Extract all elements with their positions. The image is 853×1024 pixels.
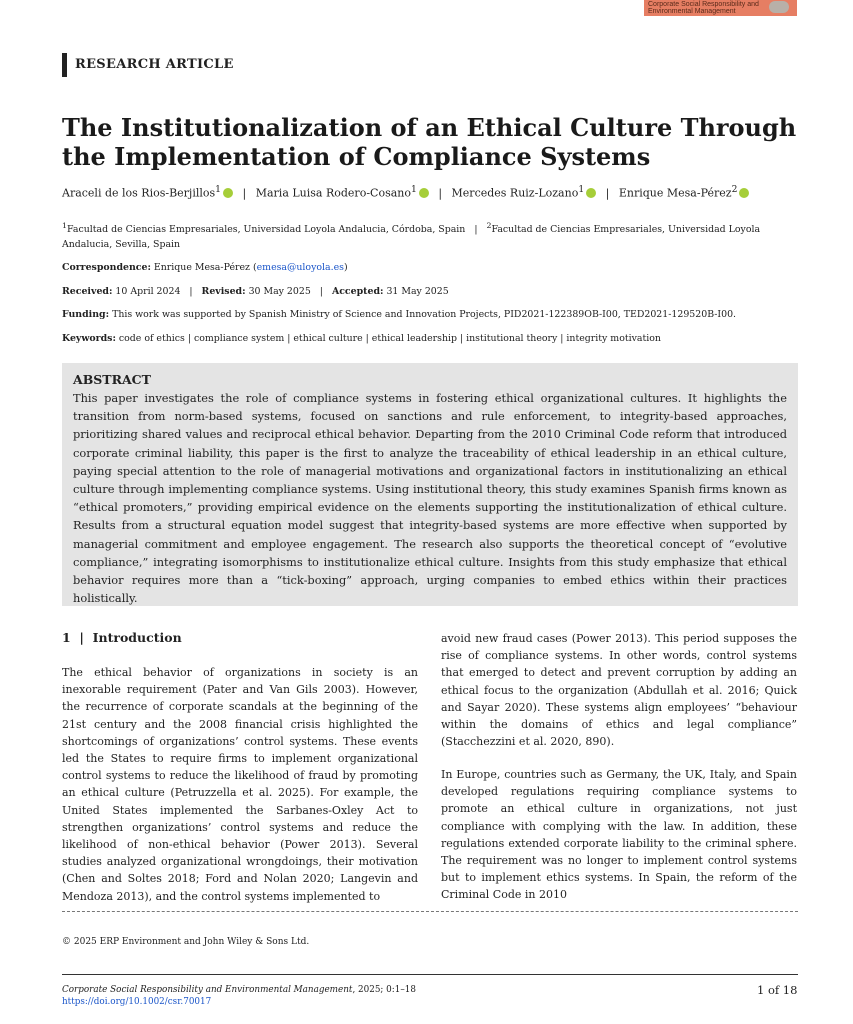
date-separator: | xyxy=(319,286,323,297)
orcid-icon[interactable] xyxy=(419,188,429,198)
orcid-icon[interactable] xyxy=(586,188,596,198)
received-label: Received: xyxy=(62,286,113,297)
journal-name: Corporate Social Responsibility and Environmental Management xyxy=(62,985,353,995)
intro-right-paragraph-2: In Europe, countries such as Germany, the UK, Italy, and Spain developed regulations requiring compliance systems to promote an ethical culture in organizations, not just compliance with complying with the law. In addition, these regulations extended corporate liability to the criminal sphere. The requirement was no longer to implement control systems but to implement ethics systems. In Spain, the reform of the Criminal Code in 2010 xyxy=(441,768,797,902)
author-name[interactable]: Araceli de los Rios-Berjillos xyxy=(62,186,216,200)
keywords xyxy=(62,333,661,344)
received-date: 10 April 2024 xyxy=(115,286,181,297)
copyright: © 2025 ERP Environment and John Wiley & Sons Ltd. xyxy=(62,937,310,947)
page-number: 1 of 18 xyxy=(757,983,798,997)
article-type-bar xyxy=(62,53,67,77)
affil-separator: | xyxy=(474,224,478,236)
abstract-heading: ABSTRACT xyxy=(73,372,151,387)
author-name[interactable]: Enrique Mesa-Pérez xyxy=(618,186,732,200)
journal-badge-line2: Environmental Management xyxy=(648,8,736,15)
author-affil-sup: 2 xyxy=(731,184,738,195)
author-affil-sup: 1 xyxy=(410,184,417,195)
affiliation-1: Facultad de Ciencias Empresariales, Universidad Loyola Andalucia, Córdoba, Spain xyxy=(66,224,466,236)
intro-left-paragraph: The ethical behavior of organizations in society is an inexorable requirement (Pater and Van Gils 2003). However, the recurrence of corporate scandals at the beginning of the 21st century and the 2008 financial crisis highlighted the shortcomings of organizations’ control systems. These events led the States to require firms to implement organizational control systems to reduce the likelihood of fraud by promoting an ethical culture (Petruzzella et al. 2025). For example, the United States implemented the Sarbanes-Oxley Act to strengthen organizations’ control systems and reduce the likelihood of non-ethical behavior (Power 2013). Several studies analyzed organizational wrongdoings, their motivation (Chen and Soltes 2018; Ford and Nolan 2020; Langevin and Mendoza 2013), and the control systems implemented to xyxy=(62,666,418,903)
journal-citation xyxy=(62,985,416,995)
keywords-text: code of ethics | compliance system | ethical culture | ethical leadership | institutional theory | integrity motivation xyxy=(118,333,661,344)
footer-rule xyxy=(62,974,798,975)
correspondence-name: Enrique Mesa-Pérez xyxy=(153,262,250,273)
journal-badge xyxy=(644,0,797,16)
date-separator: | xyxy=(189,286,193,297)
footnote-divider xyxy=(62,911,798,912)
affiliation-2: Facultad de Ciencias Empresariales, Universidad Loyola Andalucia, Sevilla, Spain xyxy=(62,224,761,251)
journal-issue: , 2025; 0:1–18 xyxy=(352,985,416,995)
author-separator: | xyxy=(438,186,443,200)
doi-link[interactable]: https://doi.org/10.1002/csr.70017 xyxy=(62,997,212,1007)
author-affil-sup: 1 xyxy=(578,184,585,195)
author-name[interactable]: Maria Luisa Rodero-Cosano xyxy=(255,186,411,200)
journal-logo-icon xyxy=(769,1,789,13)
revised-date: 30 May 2025 xyxy=(248,286,311,297)
accepted-date: 31 May 2025 xyxy=(386,286,449,297)
correspondence-email[interactable]: emesa@uloyola.es xyxy=(256,262,344,273)
affiliations xyxy=(62,218,762,252)
affil-sup: 2 xyxy=(486,221,492,230)
orcid-icon[interactable] xyxy=(223,188,233,198)
paper-title: The Institutionalization of an Ethical Culture Through the Implementation of Compliance Systems xyxy=(62,113,797,171)
keywords-label: Keywords: xyxy=(62,333,116,344)
revised-label: Revised: xyxy=(201,286,246,297)
orcid-icon[interactable] xyxy=(739,188,749,198)
funding-text: This work was supported by Spanish Ministry of Science and Innovation Projects, PID2021-122389OB-I00, TED2021-129520B-I00. xyxy=(112,309,737,320)
accepted-label: Accepted: xyxy=(331,286,384,297)
abstract-text: This paper investigates the role of compliance systems in fostering ethical organizational cultures. It highlights the transition from norm-based systems, focused on sanctions and rule enforcement, to integrity-based approaches, prioritizing shared values and reciprocal ethical behavior. Departing from the 2010 Criminal Code reform that introduced corporate criminal liability, this paper is the first to analyze the traceability of ethical leadership in an ethical culture, paying special attention to the role of managerial motivations and organizational factors in institutionalizing an ethical culture through implementing compliance systems. Using institutional theory, this study examines Spanish firms known as “ethical promoters,” providing empirical evidence on the elements supporting the institutionalization of ethical culture. Results from a structural equation model suggest that integrity-based systems are more effective when supported by managerial commitment and employee engagement. The research also supports the theoretical concept of “evolutive compliance,” integrating isomorphisms to institutionalize ethical culture. Insights from this study emphasize that ethical behavior requires more than a “tick-boxing” approach, urging companies to embed ethics within their practices holistically. xyxy=(73,391,787,606)
author-list xyxy=(62,184,749,200)
funding-label: Funding: xyxy=(62,309,110,320)
funding xyxy=(62,309,736,320)
article-dates xyxy=(62,286,449,297)
section-heading: 1 | Introduction xyxy=(62,630,182,645)
journal-badge-line1: Corporate Social Responsibility and xyxy=(648,1,759,8)
intro-right-paragraph-1: avoid new fraud cases (Power 2013). This period supposes the rise of compliance systems. In other words, control systems that emerged to detect and prevent corruption by adding an ethical focus to the organization (Abdullah et al. 2016; Quick and Sayar 2020). These systems align employees’ “behaviour within the domains of ethics and legal compliance” (Stacchezzini et al. 2020, 890). xyxy=(441,632,797,749)
article-type: RESEARCH ARTICLE xyxy=(75,57,234,72)
author-affil-sup: 1 xyxy=(215,184,221,195)
author-separator: | xyxy=(605,186,610,200)
correspondence: Correspondence: Enrique Mesa-Pérez (emesa@uloyola.es) xyxy=(62,262,348,273)
affil-sup: 1 xyxy=(62,221,67,230)
author-separator: | xyxy=(242,186,247,200)
author-name[interactable]: Mercedes Ruiz-Lozano xyxy=(451,186,579,200)
correspondence-label: Correspondence: xyxy=(62,262,151,273)
